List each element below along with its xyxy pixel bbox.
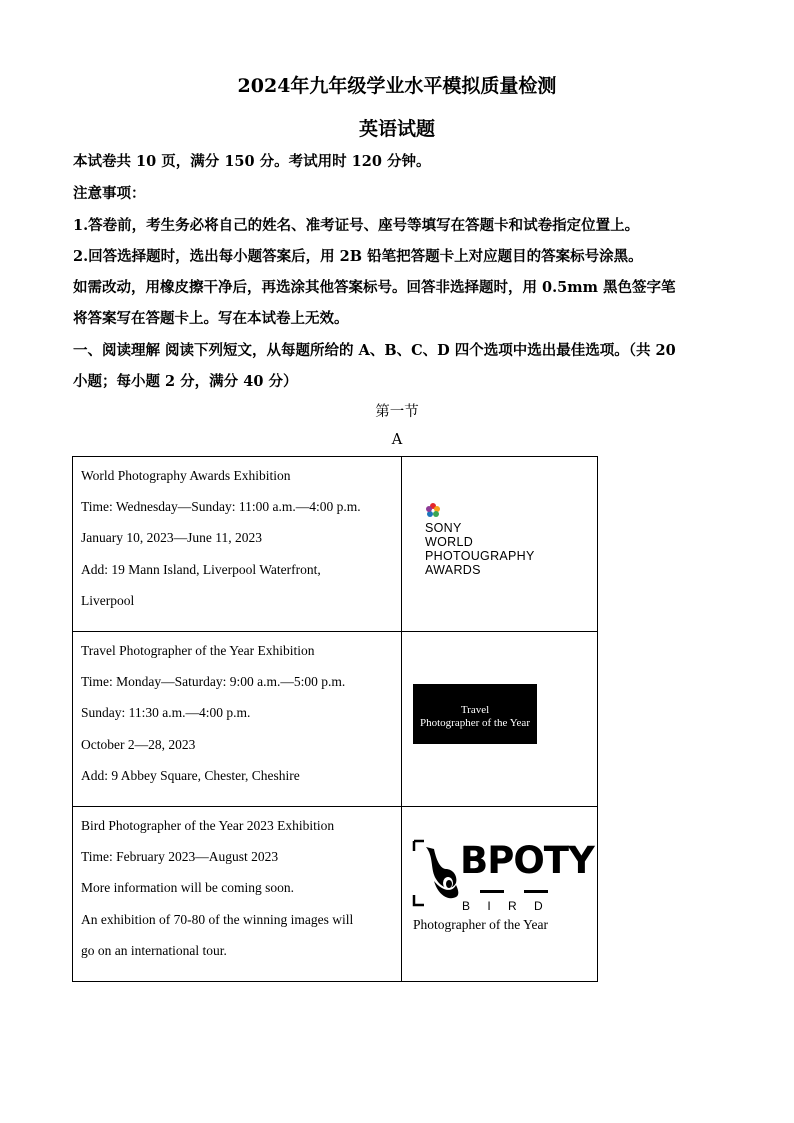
notice-label: 注意事项： xyxy=(73,185,146,202)
exhibition-line: January 10, 2023—June 11, 2023 xyxy=(81,530,262,546)
exam-subtitle: 英语试题 xyxy=(358,118,435,140)
part-label: 第一节 xyxy=(375,404,419,420)
exam-title: 2024年九年级学业水平模拟质量检测 xyxy=(237,75,557,97)
exhibition-line: Add: 9 Abbey Square, Chester, Cheshire xyxy=(81,767,300,783)
bpoty-tagline: Photographer of the Year xyxy=(413,917,548,932)
exhibition-table xyxy=(72,456,598,982)
notice-item-3: 如需改动，用橡皮擦干净后，再选涂其他答案标号。回答非选择题时，用 0.5mm 黑色签字笔 xyxy=(73,279,676,296)
exhibition-info xyxy=(73,457,402,632)
notice-item-1: 1.答卷前，考生务必将自己的姓名、准考证号、座号等填写在答题卡和试卷指定位置上。 xyxy=(73,217,640,234)
table-row xyxy=(73,632,598,807)
bpoty-logo xyxy=(412,837,592,947)
exhibition-line: More information will be coming soon. xyxy=(81,880,294,896)
notice-item-4: 将答案写在答题卡上。写在本试卷上无效。 xyxy=(73,310,349,327)
exhibition-line: October 2—28, 2023 xyxy=(81,736,196,752)
exhibition-line: Bird Photographer of the Year 2023 Exhibition xyxy=(81,818,335,833)
exhibition-line: Time: February 2023—August 2023 xyxy=(81,849,279,865)
sony-logo-text: WORLD xyxy=(425,535,474,549)
bpoty-bird-word: B I R D xyxy=(462,899,550,913)
sony-logo-text: PHOTOUGRAPHY xyxy=(425,549,535,563)
notice-item-2: 2.回答选择题时，选出每小题答案后，用 2B 铅笔把答题卡上对应题目的答案标号涂黑。 xyxy=(73,248,643,265)
bird-silhouette-icon xyxy=(412,839,462,909)
sony-flower-icon xyxy=(426,503,440,517)
table-row xyxy=(73,457,598,632)
exhibition-info xyxy=(73,807,402,982)
sony-logo-text: SONY xyxy=(425,521,462,535)
exhibition-line: Add: 19 Mann Island, Liverpool Waterfront, xyxy=(81,561,321,577)
intro-line: 本试卷共 10 页，满分 150 分。考试用时 120 分钟。 xyxy=(73,153,431,170)
exhibition-line: Time: Wednesday—Sunday: 11:00 a.m.—4:00 p.m. xyxy=(81,499,361,515)
exhibition-line: World Photography Awards Exhibition xyxy=(81,468,291,483)
sony-logo xyxy=(425,503,535,577)
travel-logo-cell xyxy=(402,632,598,807)
bpoty-logo-cell xyxy=(402,807,598,982)
exhibition-line: Travel Photographer of the Year Exhibition xyxy=(81,643,315,658)
bpoty-logo-word: BPOTY xyxy=(460,839,594,882)
section-heading-line-1: 一、阅读理解 阅读下列短文，从每题所给的 A、B、C、D 四个选项中选出最佳选项。（共 20 xyxy=(73,342,676,359)
sony-logo-cell xyxy=(402,457,598,632)
exhibition-line: Liverpool xyxy=(81,592,135,608)
travel-logo-text: Photographer of the Year xyxy=(420,717,530,729)
passage-label: A xyxy=(391,432,403,448)
sony-logo-text: AWARDS xyxy=(425,563,481,577)
exhibition-line: go on an international tour. xyxy=(81,942,227,958)
travel-photographer-logo xyxy=(413,684,537,744)
logo-underline xyxy=(524,889,548,895)
exhibition-line: An exhibition of 70-80 of the winning images will xyxy=(81,911,354,927)
section-heading-line-2: 小题；每小题 2 分，满分 40 分） xyxy=(73,373,298,390)
travel-logo-text: Travel xyxy=(460,704,490,716)
exhibition-line: Time: Monday—Saturday: 9:00 a.m.—5:00 p.m. xyxy=(81,674,346,690)
table-row xyxy=(73,807,598,982)
exhibition-info xyxy=(73,632,402,807)
logo-underline xyxy=(480,889,504,895)
exhibition-line: Sunday: 11:30 a.m.—4:00 p.m. xyxy=(81,705,251,721)
